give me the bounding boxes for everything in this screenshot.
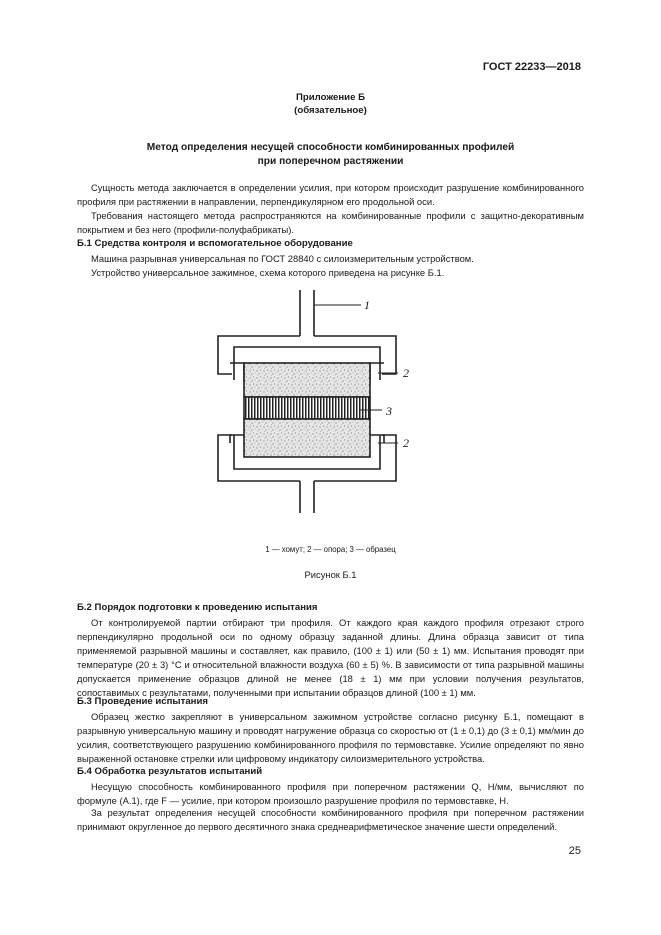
- figure-legend: 1 — хомут; 2 — опора; 3 — образец: [265, 545, 396, 554]
- section-b3-paragraph-1: Образец жестко закрепляют в универсальном зажимном устройстве согласно рисунку Б.1, помещают в разрывную универсальную машину и проводят нагружение образца со скоростью от (1 ± 0,1) до (3 ± 0,1) мм/мин до усилия, соответствующего разрушению комбинированного профиля по термовставке. Усилие определяют по явно выраженной остановке стрелки или цифровому индикатору силоизмерительного устройства.: [77, 711, 584, 764]
- clamping-device-figure: [200, 285, 430, 545]
- section-b1-paragraph-2: Устройство универсальное зажимное, схема которого приведена на рисунке Б.1.: [91, 267, 445, 278]
- method-title-line2: при поперечном растяжении: [257, 156, 404, 167]
- section-b3-heading: Б.3 Проведение испытания: [77, 696, 208, 707]
- figure-label-2-top: 2: [403, 366, 409, 380]
- section-b2-heading: Б.2 Порядок подготовки к проведению испытания: [77, 602, 318, 613]
- intro-paragraph-2: Требования настоящего метода распространяются на комбинированные профили с защитно-декоративным покрытием и без него (профили-полуфабрикаты).: [77, 210, 584, 235]
- section-b1-heading: Б.1 Средства контроля и вспомогательное оборудование: [77, 238, 353, 249]
- section-b1-paragraph-1: Машина разрывная универсальная по ГОСТ 28840 с силоизмерительным устройством.: [91, 253, 474, 264]
- method-title-line1: Метод определения несущей способности комбинированных профилей: [146, 142, 515, 153]
- section-b4-paragraph-2: За результат определения несущей способности комбинированного профиля при поперечном растяжении принимают округленное до первого десятичного знака среднеарифметическое значение шести определений.: [77, 807, 584, 832]
- appendix-title: Приложение Б: [296, 92, 365, 103]
- intro-paragraph-1: Сущность метода заключается в определении усилия, при котором происходит разрушение комбинированного профиля при растяжении в направлении, перпендикулярном его продольной оси.: [77, 182, 584, 207]
- standard-number: ГОСТ 22233—2018: [482, 61, 581, 73]
- section-b4-paragraph-1: Несущую способность комбинированного профиля при поперечном растяжении Q, Н/мм, вычисляют по формуле (А.1), где F — усилие, при котором произошло разрушение профиля по термовставке, Н.: [77, 781, 584, 806]
- appendix-subtitle: (обязательное): [294, 105, 367, 116]
- page-number: 25: [568, 845, 581, 857]
- figure-caption: Рисунок Б.1: [304, 569, 357, 580]
- figure-label-2-bottom: 2: [403, 436, 409, 450]
- figure-label-1: 1: [364, 298, 370, 312]
- section-b4-heading: Б.4 Обработка результатов испытаний: [77, 766, 263, 777]
- section-b2-paragraph-1: От контролируемой партии отбирают три профиля. От каждого края каждого профиля отрезают строго перпендикулярно продольной оси по одному образцу заданной длины. Длина образца зависит от типа применяемой разрывной машины и составляет, как правило, (100 ± 1) или (50 ± 1) мм. Испытания проводят при температуре (20 ± 3) °С и относительной влажности воздуха (60 ± 5) %. В зависимости от типа разрывной машины допускается применение образцов длиной не менее (18 ± 1) мм при условии получения результатов, сопоставимых с результатами, полученными при испытании образцов длиной (100 ± 1) мм.: [77, 617, 584, 698]
- figure-label-3: 3: [386, 404, 392, 418]
